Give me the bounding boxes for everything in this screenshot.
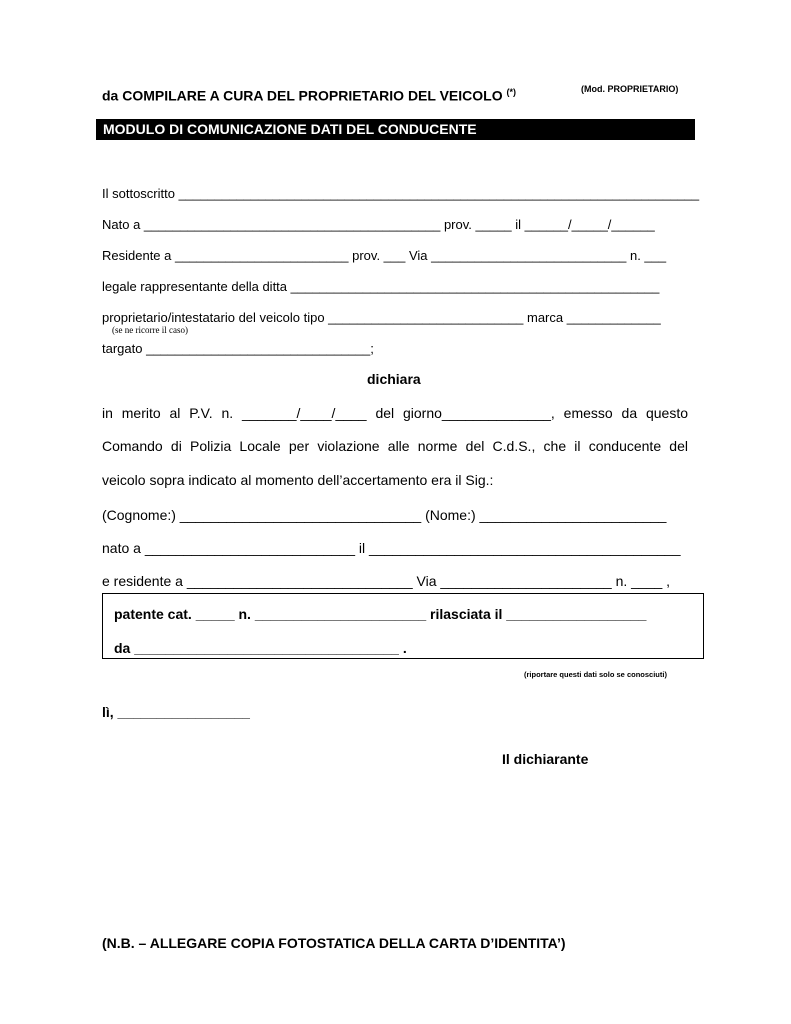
field-residente[interactable]: Residente a ________________________ prov. ___ Via ___________________________ n. ___: [102, 248, 667, 263]
field-sottoscritto[interactable]: Il sottoscritto ________________________________________________________________________: [102, 186, 700, 201]
body-line-1[interactable]: in merito al P.V. n. _______/____/____ del giorno______________, emesso da questo: [102, 405, 688, 421]
field-nato-a[interactable]: Nato a _________________________________________ prov. _____ il ______/_____/______: [102, 217, 655, 232]
form-header-title: [102, 87, 516, 104]
footnote-mark: (*): [506, 87, 516, 97]
field-driver-residente[interactable]: e residente a _____________________________ Via ______________________ n. ____ ,: [102, 573, 671, 589]
field-driver-nato-a[interactable]: nato a ___________________________ il ________________________________________: [102, 540, 681, 556]
field-patente[interactable]: patente cat. _____ n. ______________________ rilasciata il __________________: [114, 606, 647, 622]
body-line-3: veicolo sopra indicato al momento dell’accertamento era il Sig.:: [102, 472, 494, 488]
field-legale-rappresentante[interactable]: legale rappresentante della ditta ___________________________________________________: [102, 279, 660, 294]
note-riportare-dati: (riportare questi dati solo se conosciuti): [524, 670, 667, 679]
model-label: (Mod. PROPRIETARIO): [581, 84, 679, 94]
field-patente-da[interactable]: da __________________________________ .: [114, 640, 407, 656]
footer-note: (N.B. – ALLEGARE COPIA FOTOSTATICA DELLA CARTA D’IDENTITA’): [102, 935, 566, 951]
note-se-ne-ricorre: (se ne ricorre il caso): [112, 325, 188, 335]
dichiara-heading: dichiara: [367, 371, 421, 387]
field-proprietario-veicolo[interactable]: proprietario/intestatario del veicolo tipo ___________________________ marca _____________: [102, 310, 661, 325]
signature-label: Il dichiarante: [502, 751, 589, 767]
field-cognome-nome[interactable]: (Cognome:) _______________________________ (Nome:) ________________________: [102, 507, 667, 523]
field-targato[interactable]: targato _______________________________;: [102, 341, 374, 356]
form-header-title-text: da COMPILARE A CURA DEL PROPRIETARIO DEL VEICOLO: [102, 87, 503, 104]
field-place-date[interactable]: lì, _________________: [102, 704, 250, 720]
body-line-2: Comando di Polizia Locale per violazione alle norme del C.d.S., che il conducente del: [102, 438, 688, 454]
form-title-bar: MODULO DI COMUNICAZIONE DATI DEL CONDUCENTE: [96, 119, 695, 140]
